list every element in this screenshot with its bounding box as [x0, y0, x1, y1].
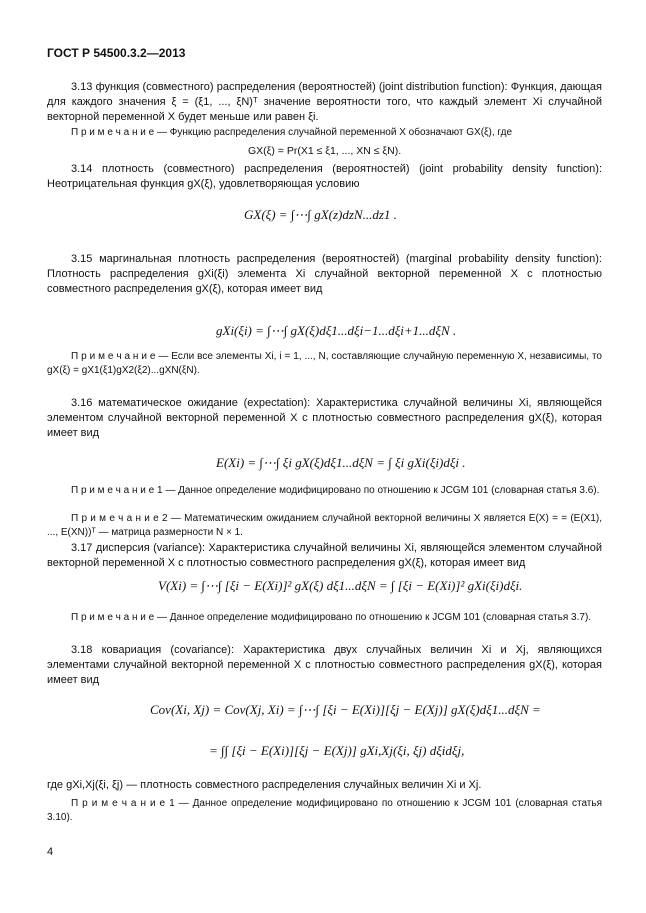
note-3-16-1: П р и м е ч а н и е 1 — Данное определение модифицировано по отношению к JCGM 101 (словарная статья 3.6). — [71, 485, 600, 496]
note-3-15: П р и м е ч а н и е — Если все элементы Xi, i = 1, ..., N, составляющие случайную переменную X, независимы, то gX(ξ) = gX1(ξ1)gX2(ξ2)...gXN(ξN). — [47, 351, 602, 376]
formula-3-18-line1: Cov(Xi, Xj) = Cov(Xj, Xi) = ∫⋯∫ [ξi − E(Xi)][ξj − E(Xj)] gX(ξ)dξ1...dξN = — [150, 702, 541, 717]
section-3-18: 3.18 ковариация (covariance): Характеристика двух случайных величин Xi и Xj, являющихся элементами случайной векторной переменной X с плотностью совместного распределения gX(ξ), которая имеет вид — [47, 644, 602, 686]
section-3-14: 3.14 плотность (совместного) распределения (вероятностей) (joint probability density function): Неотрицательная функция gX(ξ), удовлетворяющая условию — [47, 163, 602, 190]
section-3-17: 3.17 дисперсия (variance): Характеристика случайной величины Xi, являющейся элементом случайной векторной переменной X с плотностью совместного распределения gX(ξ), которая имеет вид — [47, 542, 602, 569]
section-3-16: 3.16 математическое ожидание (expectation): Характеристика случайной величины Xi, являющейся элементом случайной векторной переменной X с плотностью совместного распределения gX(ξ), которая имеет вид — [47, 397, 602, 439]
formula-3-16: E(Xi) = ∫⋯∫ ξi gX(ξ)dξ1...dξN = ∫ ξi gXi(ξi)dξi . — [216, 455, 466, 470]
where-clause: где gXi,Xj(ξi, ξj) — плотность совместного распределения случайных величин Xi и Xj. — [47, 779, 482, 791]
note-3-16-2: П р и м е ч а н и е 2 — Математическим ожиданием случайной векторной величины X является E(X) = = (E(X1), ..., E(XN))ᵀ — матрица размерности N × 1. — [47, 513, 602, 538]
note-3-17: П р и м е ч а н и е — Данное определение модифицировано по отношению к JCGM 101 (словарная статья 3.7). — [71, 612, 592, 623]
section-3-15: 3.15 маргинальная плотность распределения (вероятностей) (marginal probability density function): Плотность распределения gXi(ξi) элемента Xi случайной векторной переменной X с плотностью совместного распределения gX(ξ), которая имеет вид — [47, 253, 602, 295]
section-3-13: 3.13 функция (совместного) распределения (вероятностей) (joint distribution function): Функция, дающая для каждого значения ξ = (ξ1, ..., ξN)ᵀ значение вероятности того, что каждый элемент Xi случайной векторной переменной X будет меньше или равен ξi. — [47, 81, 602, 123]
formula-3-15: gXi(ξi) = ∫⋯∫ gX(ξ)dξ1...dξi−1...dξi+1...dξN . — [216, 323, 457, 338]
formula-3-18-line2: = ∫∫ [ξi − E(Xi)][ξj − E(Xj)] gXi,Xj(ξi, ξj) dξidξj, — [209, 743, 465, 758]
formula-3-13: GX(ξ) = Pr(X1 ≤ ξ1, ..., XN ≤ ξN). — [248, 145, 402, 157]
note-3-18: П р и м е ч а н и е 1 — Данное определение модифицировано по отношению к JCGM 101 (словарная статья 3.10). — [47, 798, 602, 823]
formula-3-14: GX(ξ) = ∫⋯∫ gX(z)dzN...dz1 . — [244, 207, 397, 222]
note-3-13: П р и м е ч а н и е — Функцию распределения случайной переменной X обозначают GX(ξ), где — [71, 127, 513, 138]
page-number: 4 — [47, 846, 54, 858]
formula-3-17: V(Xi) = ∫⋯∫ [ξi − E(Xi)]² gX(ξ) dξ1...dξN = ∫ [ξi − E(Xi)]² gXi(ξi)dξi. — [158, 578, 523, 593]
standard-id: ГОСТ Р 54500.3.2—2013 — [47, 46, 186, 60]
